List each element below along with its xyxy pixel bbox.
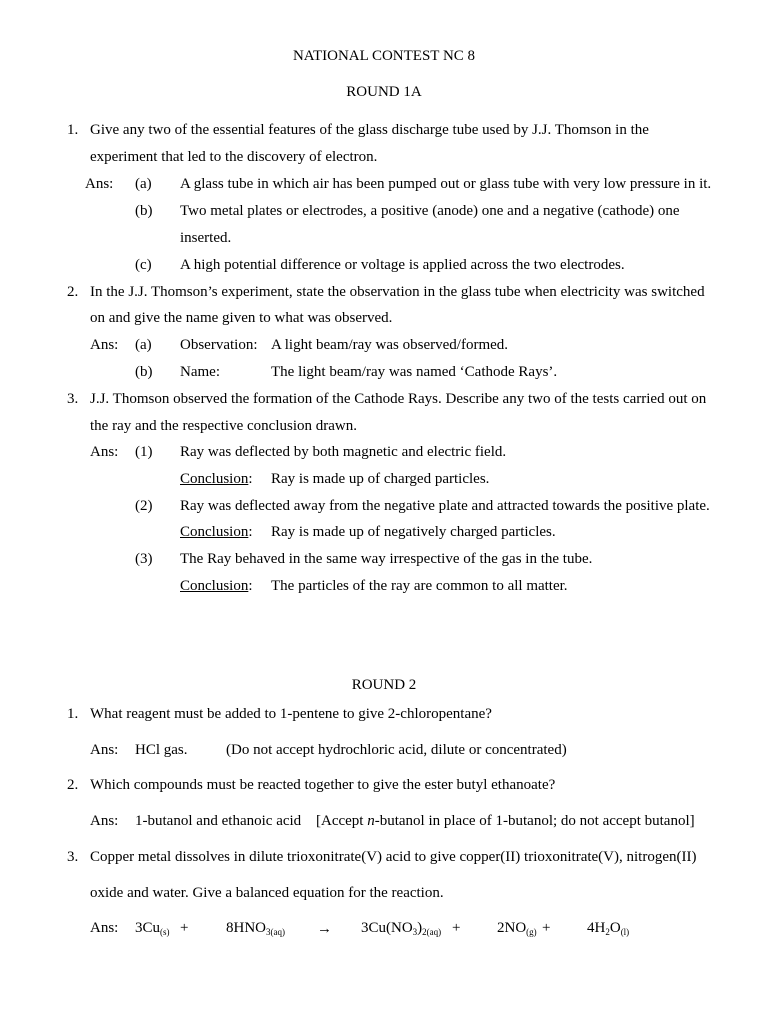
test-label: (1) [135,444,153,460]
question-text: on and give the name given to what was observed. [90,310,393,326]
answer-text: inserted. [180,230,232,246]
note-start: [Accept [316,813,368,829]
question-text: What reagent must be added to 1-pentene to give 2-chloropentane? [90,706,492,722]
test-label: (2) [135,498,153,514]
conclusion-word: Conclusion [180,524,249,540]
conclusion-text: Ray is made up of charged particles. [271,471,490,487]
note-end: -butanol in place of 1-butanol; do not accept butanol] [374,813,695,829]
answer-item-label: (a) [135,176,152,192]
answer-label: Ans: [90,742,119,758]
equation-term-copper-nitrate: $3Cu(NO_3)_{2(aq)}$ [361,920,442,937]
round-1a-heading: ROUND 1A [346,84,422,100]
question-number: 3. [67,849,79,865]
question-number: 2. [67,777,79,793]
conclusion-text: The particles of the ray are common to all matter. [271,578,568,594]
answer-label: Ans: [90,337,119,353]
equation-term-nitric-acid: $8HNO_{3(aq)}$ [226,920,285,937]
equation-term-copper: $3Cu_{(s)}$ [135,920,170,937]
question-text: Give any two of the essential features of the glass discharge tube used by J.J. Thomson in the [90,122,649,138]
question-number: 1. [67,122,79,138]
answer-text: A light beam/ray was observed/formed. [271,337,509,353]
equation-plus: + [452,920,461,936]
test-label: (3) [135,551,153,567]
test-text: Ray was deflected away from the negative plate and attracted towards the positive plate. [180,498,710,514]
question-number: 2. [67,284,79,300]
answer-text: A high potential difference or voltage is applied across the two electrodes. [180,257,625,273]
question-text: Copper metal dissolves in dilute trioxonitrate(V) acid to give copper(II) trioxonitrate(V), nitrogen(II) [90,849,697,865]
conclusion-label [180,470,253,488]
answer-note [316,812,695,830]
conclusion-label [180,523,253,541]
test-text: The Ray behaved in the same way irrespective of the gas in the tube. [180,551,593,567]
answer-text: A glass tube in which air has been pumped out or glass tube with very low pressure in it. [180,176,712,192]
question-text: the ray and the respective conclusion drawn. [90,418,357,434]
conclusion-word: Conclusion [180,578,249,594]
conclusion-text: Ray is made up of negatively charged particles. [271,524,556,540]
equation-plus: + [542,920,551,936]
answer-text: HCl gas. [135,742,188,758]
answer-text: The light beam/ray was named ‘Cathode Rays’. [271,364,558,380]
question-text: In the J.J. Thomson’s experiment, state the observation in the glass tube when electricity was switched [90,284,705,300]
answer-label: Ans: [90,920,119,936]
conclusion-colon: : [248,524,253,540]
answer-item-label: (c) [135,257,152,273]
answer-item-label: (b) [135,203,153,219]
note-italic: n [367,813,375,829]
document-title: NATIONAL CONTEST NC 8 [292,48,476,64]
answer-key: Name: [180,364,220,380]
question-text: oxide and water. Give a balanced equation for the reaction. [90,885,444,901]
answer-item-label: (a) [135,337,152,353]
conclusion-label [180,577,253,595]
equation-term-water: $4H_2O_{(l)}$ [587,920,630,937]
conclusion-colon: : [248,471,253,487]
answer-key: Observation: [180,337,258,353]
round-2-heading: ROUND 2 [351,677,417,693]
answer-text: 1-butanol and ethanoic acid [135,813,302,829]
question-number: 3. [67,391,79,407]
answer-item-label: (b) [135,364,153,380]
answer-note: (Do not accept hydrochloric acid, dilute or concentrated) [226,742,567,758]
question-text: J.J. Thomson observed the formation of the Cathode Rays. Describe any two of the tests carried out on [90,391,707,407]
question-text: experiment that led to the discovery of electron. [90,149,378,165]
equation-term-nitrogen-oxide: $2NO_{(g)}$ [497,920,537,937]
question-text: Which compounds must be reacted together to give the ester butyl ethanoate? [90,777,556,793]
answer-label: Ans: [90,813,119,829]
answer-label: Ans: [85,176,114,192]
answer-label: Ans: [90,444,119,460]
conclusion-colon: : [248,578,253,594]
equation-arrow: → [317,921,332,937]
question-number: 1. [67,706,79,722]
test-text: Ray was deflected by both magnetic and electric field. [180,444,507,460]
conclusion-word: Conclusion [180,471,249,487]
equation-plus: + [180,920,189,936]
answer-text: Two metal plates or electrodes, a positive (anode) one and a negative (cathode) one [180,203,680,219]
